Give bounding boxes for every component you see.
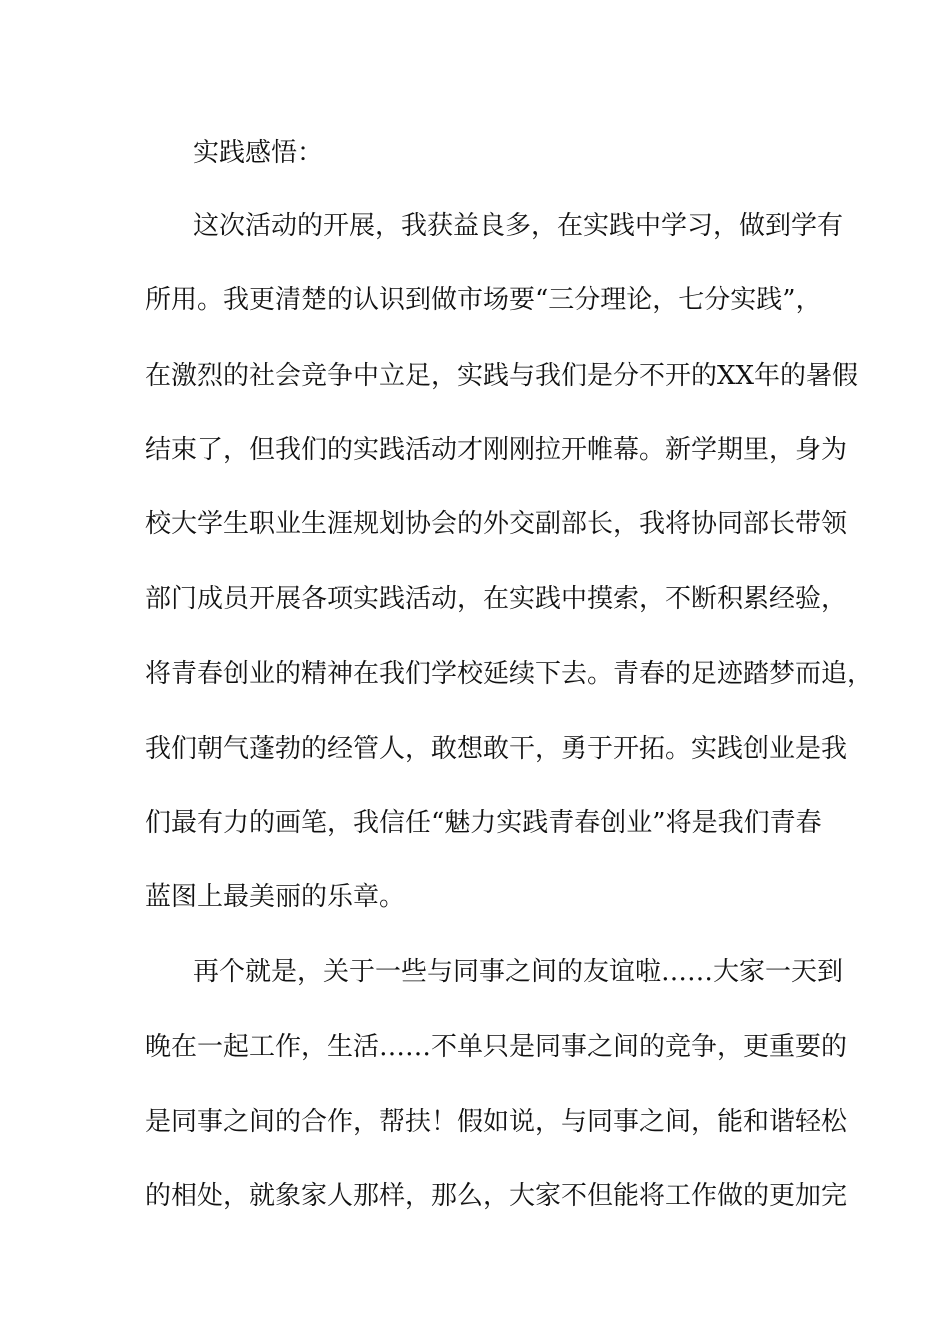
paragraph-line: 晚在一起工作，生活……不单只是同事之间的竞争，更重要的 — [145, 1032, 848, 1062]
paragraph-line: 部门成员开展各项实践活动，在实践中摸索，不断积累经验， — [145, 584, 848, 614]
paragraph-line: 是同事之间的合作，帮扶！假如说，与同事之间，能和谐轻松 — [145, 1107, 848, 1137]
paragraph-line: 们最有力的画笔，我信任“魅力实践青春创业”将是我们青春 — [145, 808, 822, 838]
paragraph-line: 将青春创业的精神在我们学校延续下去。青春的足迹踏梦而追， — [145, 659, 874, 689]
paragraph-line: 再个就是，关于一些与同事之间的友谊啦……大家一天到 — [193, 957, 844, 987]
paragraph-line: 的相处，就象家人那样，那么，大家不但能将工作做的更加完 — [145, 1181, 848, 1211]
paragraph-line: 在激烈的社会竞争中立足，实践与我们是分不开的XX年的暑假 — [145, 361, 859, 391]
paragraph-line: 蓝图上最美丽的乐章。 — [145, 882, 406, 912]
paragraph-line: 校大学生职业生涯规划协会的外交副部长，我将协同部长带领 — [145, 509, 848, 539]
paragraph-line: 我们朝气蓬勃的经管人，敢想敢干，勇于开拓。实践创业是我 — [145, 734, 848, 764]
section-heading: 实践感悟： — [193, 138, 324, 168]
paragraph-line: 结束了，但我们的实践活动才刚刚拉开帷幕。新学期里，身为 — [145, 435, 848, 465]
paragraph-line: 所用。我更清楚的认识到做市场要“三分理论，七分实践”， — [145, 285, 822, 315]
paragraph-line: 这次活动的开展，我获益良多，在实践中学习，做到学有 — [193, 211, 844, 241]
